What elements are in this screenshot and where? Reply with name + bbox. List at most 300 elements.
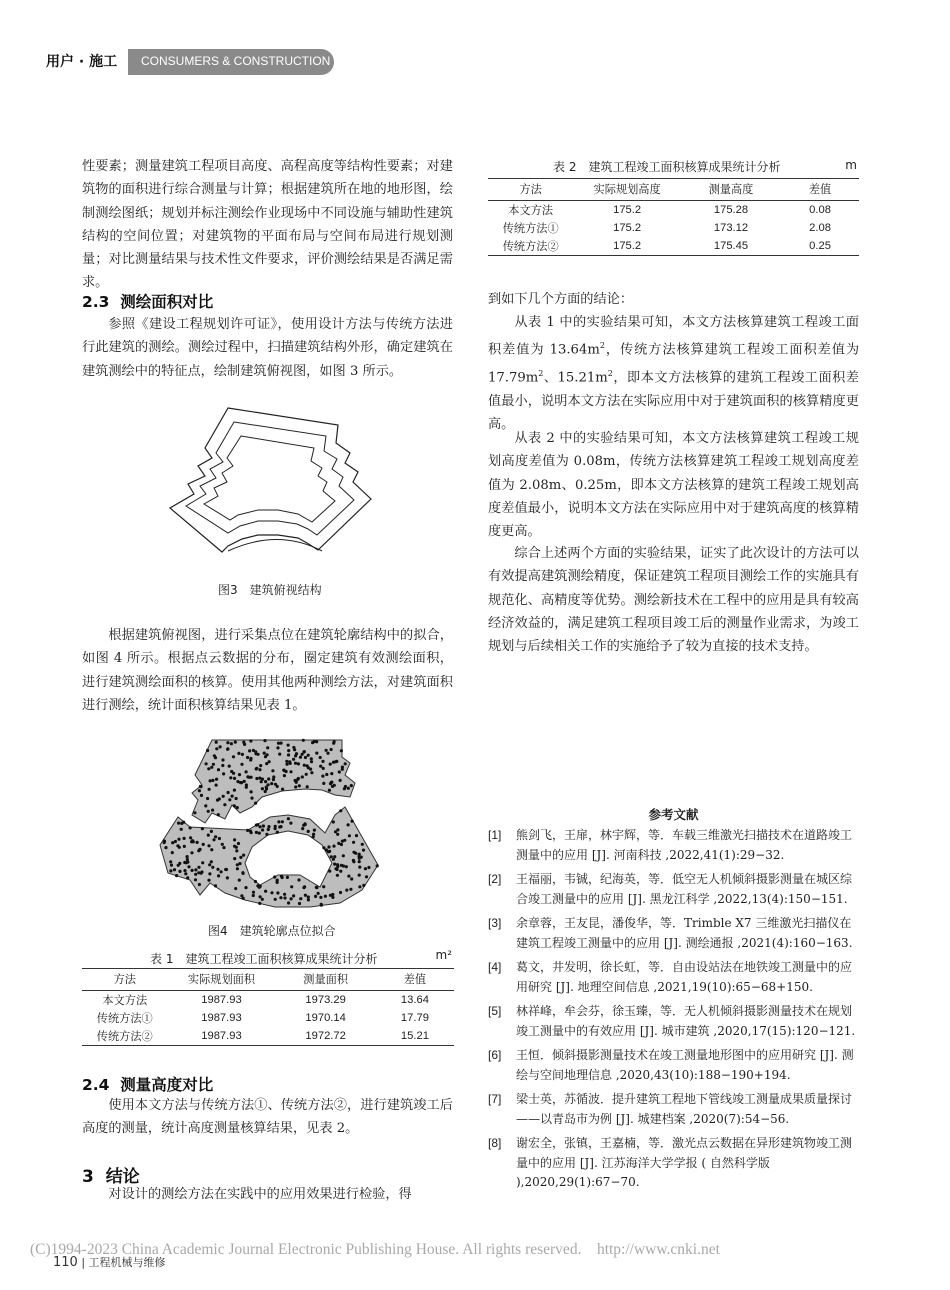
table-1-grid [82,968,454,1046]
cell: 传统方法② [82,1027,168,1046]
point-cloud-point [281,820,284,823]
point-cloud-point [197,871,200,874]
point-cloud-point [169,860,172,863]
text-run: 从表 1 中的实验结果可知，本文方法核算建筑工程竣工面积差值为 13.64m [488,315,859,358]
cell: 1987.93 [201,1012,242,1024]
section-number: 2.4 [82,1076,110,1094]
point-cloud-point [196,841,199,844]
point-cloud-point [365,875,368,878]
point-cloud-point [194,868,197,871]
point-cloud-point [233,857,236,860]
point-cloud-point [348,834,351,837]
table-row [488,237,859,256]
point-cloud-point [182,821,185,824]
point-cloud-point [322,846,325,849]
point-cloud-point [263,739,266,742]
point-cloud-point [263,752,266,755]
paragraph-3: 对设计的测绘方法在实践中的应用效果进行检验，得 [108,1187,412,1202]
point-cloud-point [322,767,325,770]
point-cloud-point [283,893,286,896]
table-2-grid [488,178,859,256]
point-cloud-point [278,753,281,756]
point-cloud-point [199,785,202,788]
point-cloud-point [303,764,306,767]
cell: 传统方法① [96,1013,153,1025]
point-cloud-point [221,764,224,767]
point-cloud-point [278,825,281,828]
point-cloud-point [241,871,244,874]
point-cloud-point [358,860,361,863]
point-cloud-point [218,837,221,840]
point-cloud-point [333,784,336,787]
point-cloud-point [238,773,241,776]
point-cloud-point [229,776,232,779]
point-cloud-point [214,884,217,887]
point-cloud-point [274,898,277,901]
point-cloud-point [170,864,173,867]
point-cloud-point [264,780,267,783]
point-cloud-point [272,775,275,778]
point-cloud-point [261,787,264,790]
point-cloud-point [302,739,305,742]
point-cloud-point [248,749,251,752]
point-cloud-point [226,747,229,750]
point-cloud-point [258,777,261,780]
point-cloud-point [265,833,268,836]
table-header-row [82,969,454,991]
point-cloud-point [329,782,332,785]
point-cloud-point [301,753,304,756]
reference-number: [1] [488,828,502,842]
point-cloud-point [224,868,227,871]
point-cloud-point [332,820,335,823]
point-cloud-point [340,749,343,752]
point-cloud-point [238,862,241,865]
superscript: 2 [599,341,605,351]
point-cloud-point [362,849,365,852]
point-cloud-point [310,760,313,763]
point-cloud-point [283,774,286,777]
point-cloud-point [336,833,339,836]
reference-text: 王福丽，韦铖，纪海英，等．低空无人机倾斜摄影测量在城区综合竣工测量中的应用 [J]. 黑龙江科学 ,2022,13(4):150−151. [516,872,853,906]
point-cloud-point [352,851,355,854]
point-cloud-point [259,825,262,828]
point-cloud-point [248,776,251,779]
point-cloud-point [358,866,361,869]
point-cloud-point [178,870,181,873]
point-cloud-point [322,885,325,888]
point-cloud-point [339,779,342,782]
reference-number: [7] [488,1092,502,1106]
table-row [82,991,454,1010]
point-cloud-point [267,825,270,828]
col-header: 测量面积 [275,969,375,991]
point-cloud-point [286,876,289,879]
header-bar [0,49,335,75]
point-cloud-point [235,846,238,849]
point-cloud-point [276,746,279,749]
reference-number: [8] [488,1136,502,1150]
point-cloud-point [197,866,200,869]
point-cloud-point [339,809,342,812]
point-cloud-point [290,885,293,888]
point-cloud-point [261,828,264,831]
reference-number: [4] [488,960,502,974]
point-cloud-point [259,764,262,767]
point-cloud-point [358,885,361,888]
reference-text: 熊剑飞，王扉，林宇辉，等．车载三维激光扫描技术在道路竣工测量中的应用 [J]. 河南科技 ,2022,41(1):29−32. [516,828,853,862]
point-cloud-point [226,876,229,879]
point-cloud-point [270,891,273,894]
point-cloud-point [193,811,196,814]
point-cloud-point [285,763,288,766]
point-cloud-point [310,771,313,774]
point-cloud-point [222,795,225,798]
table-row [82,1027,454,1046]
point-cloud-point [310,757,313,760]
point-cloud-point [307,898,310,901]
intro-paragraph: 性要素；测量建筑工程项目高度、高程高度等结构性要素；对建筑物的面积进行综合测量与计算；根据建筑所在地的地形图，绘制测绘图纸；规划并标注测绘作业现场中不同设施与辅助性建筑结构的空间位置；对建筑物的平面布局与空间布局进行规划测量；对比测量结果与技术性文件要求，评价测绘结果是否满足需求。 [82,159,453,291]
section-title: 结论 [105,1167,140,1187]
point-cloud-point [329,894,332,897]
point-cloud-point [183,861,186,864]
reference-number: [2] [488,872,502,886]
point-cloud-point [319,756,322,759]
table-row [488,219,859,237]
point-cloud-point [245,783,248,786]
point-cloud-point [307,895,310,898]
point-cloud-point [339,891,342,894]
point-cloud-point [338,770,341,773]
point-cloud-point [283,769,286,772]
point-cloud-point [347,823,350,826]
cell: 1973.29 [305,994,346,1006]
point-cloud-point [201,861,204,864]
reference-item [488,958,859,1002]
point-cloud-point [285,760,288,763]
point-cloud-point [261,898,264,901]
point-cloud-point [347,875,350,878]
point-cloud-point [265,786,268,789]
point-cloud-point [207,844,210,847]
point-cloud-point [208,788,211,791]
reference-item [488,1002,859,1046]
point-cloud-point [336,828,339,831]
point-cloud-point [215,784,218,787]
point-cloud-point [207,767,210,770]
point-cloud-point [259,885,262,888]
table-1-title-row [82,948,454,968]
point-cloud-point [274,783,277,786]
point-cloud-point [258,768,261,771]
point-cloud-point [313,829,316,832]
point-cloud-point [215,778,218,781]
cell: 175.28 [713,204,749,216]
point-cloud-point [211,779,214,782]
point-cloud-point [283,896,286,899]
point-cloud-point [260,780,263,783]
point-cloud-point [233,838,236,841]
point-cloud-point [238,879,241,882]
reference-item [488,1046,859,1090]
point-cloud-point [201,827,204,830]
text-run: ，传统方法核算建筑工程竣工面积差值为 17.79m [488,342,860,386]
point-cloud-point [287,901,290,904]
point-cloud-point [301,775,304,778]
point-cloud-point [304,823,307,826]
point-cloud-point [191,869,194,872]
cell: 17.79 [400,1012,429,1024]
point-cloud-point [267,828,270,831]
cell: 0.25 [781,237,859,256]
cell: 传统方法① [502,223,559,235]
point-cloud-point [276,831,279,834]
point-cloud-point [270,782,273,785]
building-outline-inner [186,422,354,535]
point-cloud-point [192,840,195,843]
point-cloud-point [209,779,212,782]
point-cloud-point [171,841,174,844]
point-cloud-point [276,881,279,884]
point-cloud-point [177,864,180,867]
point-cloud-point [255,767,258,770]
reference-item [488,914,859,958]
point-cloud-point [333,740,336,743]
point-cloud-point [345,865,348,868]
point-cloud-point [333,863,336,866]
point-cloud-point [169,869,172,872]
point-cloud-point [252,894,255,897]
point-cloud-point [249,758,252,761]
point-cloud-point [221,758,224,761]
point-cloud-point [259,895,262,898]
table-2-title-row [488,156,859,178]
point-cloud-point [198,848,201,851]
point-cloud-point [367,866,370,869]
reference-number: [5] [488,1004,502,1018]
point-cloud-point [258,832,261,835]
section-2-3-heading [82,290,213,312]
point-cloud-point [281,788,284,791]
point-cloud-point [176,844,179,847]
point-cloud-point [343,839,346,842]
point-cloud-point [325,749,328,752]
point-cloud-point [241,753,244,756]
point-cloud-point [250,790,253,793]
col-header: 实际规划高度 [573,179,681,201]
point-cloud-point [237,752,240,755]
reference-item [488,1090,859,1134]
point-cloud-point [288,760,291,763]
paragraph-summary: 综合上述两个方面的实验结果，证实了此次设计的方法可以有效提高建筑测绘精度，保证建筑工程项目测绘工作的实施具有规范化、高精度等优势。测绘新技术在工程中的应用是具有较高经济效益的，满足建筑工程项目竣工后的测量作业需求，为竣工规划与后续相关工作的实施给予了较为直接的技术支持。 [488,546,859,655]
point-cloud-point [186,876,189,879]
reference-item [488,826,859,870]
point-cloud-point [297,777,300,780]
point-cloud-point [262,824,265,827]
point-cloud-point [183,845,186,848]
point-cloud-point [190,851,193,854]
reference-number: [3] [488,916,502,930]
point-cloud-point [177,822,180,825]
point-cloud-point [255,831,258,834]
point-cloud-point [189,836,192,839]
section-2-4-heading [82,1073,213,1095]
point-cloud-point [210,830,213,833]
point-cloud-point [302,886,305,889]
point-cloud-point [347,787,350,790]
point-cloud-point [211,866,214,869]
point-cloud-point [230,742,233,745]
point-cloud-point [292,746,295,749]
point-cloud-point [336,863,339,866]
point-cloud-point [289,770,292,773]
point-cloud-point [325,773,328,776]
point-cloud-point [235,849,238,852]
point-cloud-point [267,777,270,780]
point-cloud-point [237,842,240,845]
footer-separator: | [77,1256,89,1269]
col-header: 方法 [82,969,168,991]
reference-text: 谢宏全，张镇，王嘉楠，等．激光点云数据在异形建筑物竣工测量中的应用 [J]. 江苏海洋大学学报 ( 自然科学版 ),2020,29(1):67−70. [516,1136,853,1189]
superscript: 2 [538,368,544,378]
point-cloud-point [352,841,355,844]
paragraph-2-3: 参照《建设工程规划许可证》，使用设计方法与传统方法进行此建筑的测绘。测绘过程中，扫描建筑结构外形，确定建筑在建筑测绘中的特征点，绘制建筑俯视图，如图 3 所示。 [82,317,453,379]
table-1 [82,948,454,1046]
cell: 本文方法 [102,995,148,1007]
point-cloud-point [264,755,267,758]
point-cloud-point [331,896,334,899]
point-cloud-point [163,841,166,844]
point-cloud-point [198,789,201,792]
point-cloud-point [219,745,222,748]
point-cloud-point [287,744,290,747]
point-cloud-point [299,756,302,759]
point-cloud-point [236,806,239,809]
point-cloud-point [298,784,301,787]
figure-4-point-fitting [150,735,385,910]
superscript: 2 [607,368,613,378]
point-cloud-point [350,877,353,880]
point-cloud-point [233,804,236,807]
point-cloud-point [232,755,235,758]
point-cloud-point [217,813,220,816]
point-cloud-point [330,855,333,858]
point-cloud-point [256,823,259,826]
col-header: 实际规划面积 [168,969,276,991]
point-cloud-point [322,782,325,785]
point-cloud-point [184,872,187,875]
point-cloud-point [244,886,247,889]
table-2-unit: m [845,158,857,172]
point-cloud-point [254,752,257,755]
page-number: 110 [53,1255,78,1270]
point-cloud-point [336,868,339,871]
table-2 [488,156,859,256]
table-2-title: 表 2 建筑工程竣工面积核算成果统计分析 [553,160,781,174]
point-cloud-point [234,741,237,744]
point-cloud-point [294,785,297,788]
point-cloud-point [320,903,323,906]
point-cloud-point [208,872,211,875]
col-header: 测量高度 [681,179,781,201]
point-cloud-point [186,858,189,861]
point-cloud-point [305,773,308,776]
cell: 0.08 [809,204,831,216]
point-cloud-point [207,879,210,882]
cell: 1972.72 [275,1027,375,1046]
point-cloud-point [309,768,312,771]
point-cloud-point [265,762,268,765]
reference-text: 梁士英，苏循波．提升建筑工程地下管线竣工测量成果质量探讨——以青岛市为例 [J]. 城建档案 ,2020(7):54−56. [516,1092,853,1126]
point-cloud-point [249,830,252,833]
reference-number: [6] [488,1048,502,1062]
point-cloud-point [234,887,237,890]
reference-text: 王恒．倾斜摄影测量技术在竣工测量地形图中的应用研究 [J]. 测绘与空间地理信息 ,2020,43(10):188−190+194. [516,1048,854,1082]
table-1-unit: m² [435,948,452,962]
section-number: 2.3 [82,293,110,311]
point-cloud-point [228,798,231,801]
section-number: 3 [82,1167,94,1187]
paragraph-2-4: 使用本文方法与传统方法①、传统方法②，进行建筑竣工后高度的测量，统计高度测量核算结果，见表 2。 [82,1098,453,1137]
point-cloud-point [299,897,302,900]
point-cloud-point [344,785,347,788]
point-cloud-point [319,896,322,899]
point-cloud-point [364,867,367,870]
point-cloud-point [339,870,342,873]
point-cloud-point [335,760,338,763]
point-cloud-point [333,855,336,858]
point-cloud-point [186,855,189,858]
cell: 15.21 [376,1027,454,1046]
point-cloud-point [254,880,257,883]
point-cloud-point [351,820,354,823]
cell: 本文方法 [508,205,554,217]
table-1-title: 表 1 建筑工程竣工面积核算成果统计分析 [150,952,378,966]
point-cloud-point [242,741,245,744]
point-cloud-point [194,873,197,876]
reference-text: 葛文，井发明，徐长虹，等．自由设站法在地铁竣工测量中的应用研究 [J]. 地理空间信息 ,2021,19(10):65−68+150. [516,960,853,994]
point-cloud-point [183,869,186,872]
point-cloud-point [171,851,174,854]
point-cloud-point [212,838,215,841]
point-cloud-point [274,825,277,828]
table-row [82,1009,454,1027]
point-cloud-point [329,763,332,766]
point-cloud-point [228,765,231,768]
point-cloud-point [315,752,318,755]
point-cloud-point [210,848,213,851]
point-cloud-point [303,750,306,753]
point-cloud-point [344,762,347,765]
cell: 传统方法② [488,237,573,256]
point-cloud-point [215,747,218,750]
point-cloud-point [277,820,280,823]
point-cloud-point [279,896,282,899]
point-cloud-point [342,864,345,867]
cell: 175.2 [613,222,642,234]
cell: 175.2 [613,204,642,216]
point-cloud-point [175,874,178,877]
point-cloud-point [231,795,234,798]
point-cloud-point [280,875,283,878]
point-cloud-point [330,748,333,751]
point-cloud-point [324,895,327,898]
point-cloud-point [207,834,210,837]
point-cloud-point [194,878,197,881]
table-row [488,201,859,220]
point-cloud-point [242,897,245,900]
point-cloud-point [319,765,322,768]
